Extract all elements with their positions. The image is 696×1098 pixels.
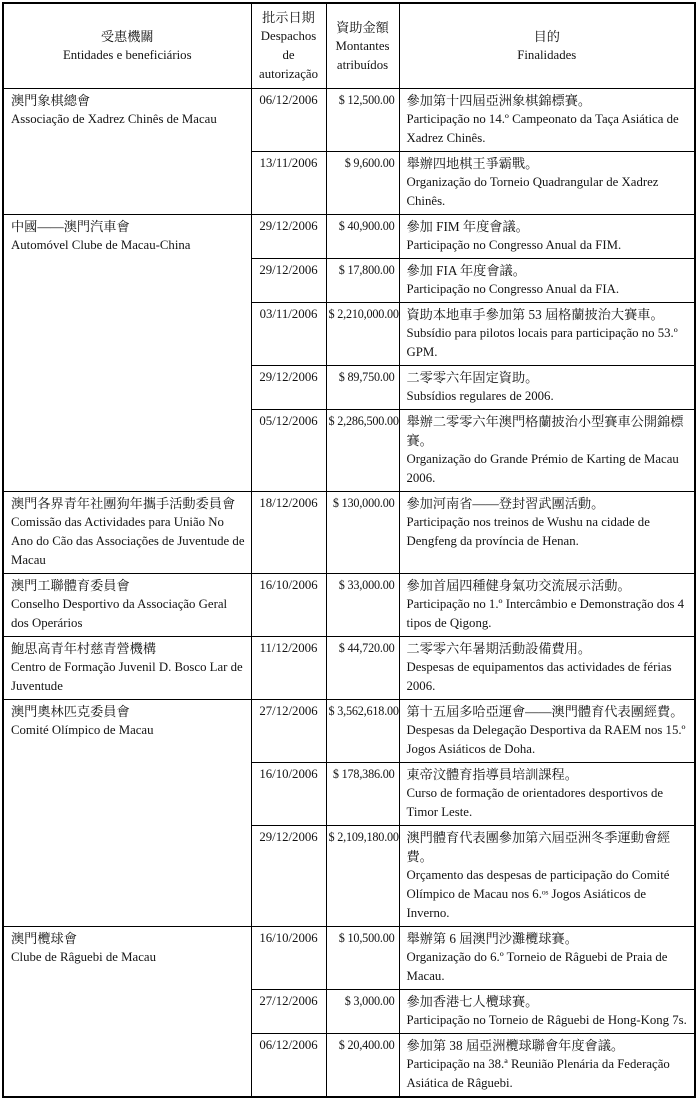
table-row [3,492,695,574]
purpose-zh: 參加第 38 屆亞洲欖球聯會年度會議。 [406,1038,625,1053]
purpose-zh: 參加第十四屆亞洲象棋錦標賽。 [406,93,592,108]
purpose-zh: 資助本地車手參加第 53 屆格蘭披治大賽車。 [406,307,664,322]
entity-name-pt: Comissão das Actividades para União No Ano do Cão das Associações de Juventude de Macau [11,515,245,567]
purpose-cell [399,152,695,215]
table-row [3,89,695,152]
entity-cell [3,89,251,215]
purpose-cell [399,826,695,927]
purpose-zh: 舉辦四地棋王爭霸戰。 [406,156,539,171]
authorization-date: 29/12/2006 [251,366,326,410]
purpose-cell [399,990,695,1034]
purpose-pt: Organização do Torneio Quadrangular de Xadrez Chinês. [406,175,659,208]
granted-amount: $ 44,720.00 [326,637,399,700]
authorization-date: 29/12/2006 [251,826,326,927]
entity-cell [3,637,251,700]
purpose-pt: Participação no Congresso Anual da FIM. [406,238,622,252]
granted-amount: $ 40,900.00 [326,215,399,259]
granted-amount: $ 10,500.00 [326,927,399,990]
purpose-pt: Despesas da Delegação Desportiva da RAEM nos 15.º Jogos Asiáticos de Doha. [406,723,686,756]
authorization-date: 27/12/2006 [251,990,326,1034]
granted-amount: $ 89,750.00 [326,366,399,410]
authorization-date: 16/10/2006 [251,763,326,826]
entity-cell [3,574,251,637]
header-date-zh: 批示日期 [262,10,315,25]
purpose-pt: Participação nos treinos de Wushu na cidade de Dengfeng da província de Henan. [406,515,650,548]
entity-name-pt: Centro de Formação Juvenil D. Bosco Lar de Juventude [11,660,243,693]
authorization-date: 29/12/2006 [251,259,326,303]
purpose-zh: 參加 FIM 年度會議。 [406,219,529,234]
purpose-pt: Participação no Congresso Anual da FIA. [406,282,620,296]
entity-cell [3,492,251,574]
granted-amount: $ 3,000.00 [326,990,399,1034]
purpose-pt: Participação no Torneio de Râguebi de Hong-Kong 7s. [406,1013,687,1027]
table-row [3,927,695,990]
granted-amount: $ 2,109,180.00 [326,826,399,927]
purpose-cell [399,89,695,152]
table-row [3,215,695,259]
purpose-cell [399,763,695,826]
purpose-zh: 參加 FIA 年度會議。 [406,263,526,278]
subsidy-table [2,2,696,1098]
entity-name-pt: Clube de Râguebi de Macau [11,950,156,964]
entity-name-pt: Associação de Xadrez Chinês de Macau [11,112,217,126]
purpose-cell [399,700,695,763]
granted-amount: $ 178,386.00 [326,763,399,826]
granted-amount: $ 12,500.00 [326,89,399,152]
entity-cell [3,700,251,927]
header-purpose [399,3,695,89]
purpose-zh: 參加香港七人欖球賽。 [406,994,539,1009]
authorization-date: 05/12/2006 [251,410,326,492]
purpose-zh: 東帝汶體育指導員培訓課程。 [406,767,578,782]
authorization-date: 13/11/2006 [251,152,326,215]
entity-name-zh: 澳門欖球會 [11,931,77,946]
entity-name-zh: 澳門奧林匹克委員會 [11,704,130,719]
header-entity [3,3,251,89]
purpose-cell [399,215,695,259]
authorization-date: 03/11/2006 [251,303,326,366]
table-header-row [3,3,695,89]
purpose-cell [399,492,695,574]
header-entity-pt: Entidades e beneficiários [62,48,192,62]
entity-name-zh: 澳門各界青年社團狗年攜手活動委員會 [11,496,236,511]
purpose-zh: 參加首屆四種健身氣功交流展示活動。 [406,578,631,593]
authorization-date: 06/12/2006 [251,89,326,152]
purpose-pt: Participação na 38.ª Reunião Plenária da Federação Asiática de Râguebi. [406,1057,670,1090]
entity-name-pt: Conselho Desportivo da Associação Geral dos Operários [11,597,228,630]
granted-amount: $ 130,000.00 [326,492,399,574]
purpose-pt: Curso de formação de orientadores desportivos de Timor Leste. [406,786,664,819]
entity-name-zh: 鮑思高青年村慈青營機構 [11,641,157,656]
granted-amount: $ 2,286,500.00 [326,410,399,492]
purpose-pt: Despesas de equipamentos das actividades de férias 2006. [406,660,672,693]
granted-amount: $ 2,210,000.00 [326,303,399,366]
purpose-pt: Participação no 14.º Campeonato da Taça Asiática de Xadrez Chinês. [406,112,679,145]
header-purpose-pt: Finalidades [517,48,577,62]
purpose-cell [399,303,695,366]
header-date-pt: Despachos de autorização [259,29,318,81]
table-row [3,700,695,763]
header-amount-zh: 資助金額 [336,19,389,35]
purpose-cell [399,637,695,700]
purpose-zh: 二零零六年暑期活動設備費用。 [406,641,592,656]
table-row [3,574,695,637]
header-entity-zh: 受惠機關 [100,29,154,44]
purpose-pt: Participação no 1.º Intercâmbio e Demonstração dos 4 tipos de Qigong. [406,597,685,630]
authorization-date: 11/12/2006 [251,637,326,700]
entity-cell [3,215,251,492]
granted-amount: $ 17,800.00 [326,259,399,303]
authorization-date: 16/10/2006 [251,927,326,990]
purpose-zh: 二零零六年固定資助。 [406,370,539,385]
purpose-cell [399,927,695,990]
purpose-pt: Organização do 6.º Torneio de Râguebi de Praia de Macau. [406,950,668,983]
granted-amount: $ 3,562,618.00 [326,700,399,763]
entity-name-zh: 中國——澳門汽車會 [11,219,130,234]
purpose-pt: Orçamento das despesas de participação do Comité Olímpico de Macau nos 6.ᵒˢ Jogos Asiáticos de Inverno. [406,868,670,920]
purpose-cell [399,366,695,410]
header-purpose-zh: 目的 [533,29,560,44]
purpose-pt: Organização do Grande Prémio de Karting de Macau 2006. [406,452,679,485]
entity-name-zh: 澳門工聯體育委員會 [11,578,130,593]
purpose-zh: 舉辦第 6 屆澳門沙灘欖球賽。 [406,931,578,946]
entity-name-zh: 澳門象棋總會 [11,93,91,108]
purpose-zh: 舉辦二零零六年澳門格蘭披治小型賽車公開錦標賽。 [406,414,684,448]
purpose-cell [399,574,695,637]
authorization-date: 18/12/2006 [251,492,326,574]
purpose-zh: 第十五屆多哈亞運會——澳門體育代表團經費。 [406,704,684,719]
granted-amount: $ 33,000.00 [326,574,399,637]
purpose-pt: Subsídios regulares de 2006. [406,389,554,403]
purpose-pt: Subsídio para pilotos locais para participação no 53.º GPM. [406,326,678,359]
header-amount-pt: Montantes atribuídos [335,38,390,72]
purpose-zh: 澳門體育代表團參加第六屆亞洲冬季運動會經費。 [406,830,671,864]
entity-name-pt: Comité Olímpico de Macau [11,723,154,737]
entity-name-pt: Automóvel Clube de Macau-China [11,238,191,252]
purpose-zh: 參加河南省——登封習武團活動。 [406,496,605,511]
purpose-cell [399,259,695,303]
entity-cell [3,927,251,1098]
authorization-date: 29/12/2006 [251,215,326,259]
header-amount [326,3,399,89]
header-date [251,3,326,89]
purpose-cell [399,1034,695,1098]
table-row [3,637,695,700]
granted-amount: $ 20,400.00 [326,1034,399,1098]
purpose-cell [399,410,695,492]
authorization-date: 06/12/2006 [251,1034,326,1098]
authorization-date: 27/12/2006 [251,700,326,763]
authorization-date: 16/10/2006 [251,574,326,637]
granted-amount: $ 9,600.00 [326,152,399,215]
